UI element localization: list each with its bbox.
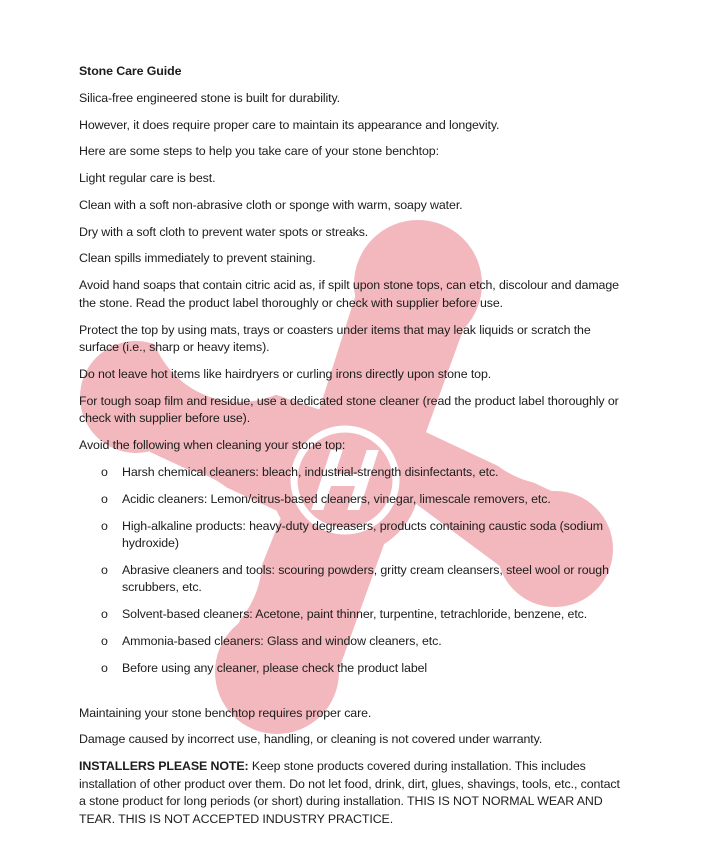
list-item-text: Abrasive cleaners and tools: scouring powders, gritty cream cleansers, steel wool or rough scrubbers, etc. xyxy=(122,562,609,595)
installer-note xyxy=(79,758,624,828)
avoid-list-heading: Avoid the following when cleaning your stone top: xyxy=(79,438,346,453)
paragraph: For tough soap film and residue, use a dedicated stone cleaner (read the product label thoroughly or check with supplier before use). xyxy=(79,393,619,426)
list-item xyxy=(79,562,624,597)
list-item-text: Harsh chemical cleaners: bleach, industrial-strength disinfectants, etc. xyxy=(122,464,499,479)
list-item-text: Ammonia-based cleaners: Glass and window cleaners, etc. xyxy=(122,634,442,649)
bullet-circle-icon: o xyxy=(101,634,108,649)
paragraph: Here are some steps to help you take care of your stone benchtop: xyxy=(79,144,439,159)
paragraph: However, it does require proper care to maintain its appearance and longevity. xyxy=(79,117,500,132)
bullet-circle-icon: o xyxy=(101,660,108,675)
bullet-circle-icon: o xyxy=(101,562,108,577)
installer-note-text: Keep stone products covered during installation. This includes installation of other product over them. Do not let food, drink, dirt, glues, shavings, tools, etc., contact a stone product for long periods (or short) during installation. THIS IS NOT NORMAL WEAR AND TEAR. THIS IS NOT ACCEPTED INDUSTRY PRACTICE. xyxy=(79,759,620,826)
paragraph: Clean spills immediately to prevent staining. xyxy=(79,251,316,266)
paragraph: Dry with a soft cloth to prevent water spots or streaks. xyxy=(79,224,369,239)
spacer xyxy=(79,687,624,705)
installer-note-label: INSTALLERS PLEASE NOTE: xyxy=(79,759,249,774)
bullet-circle-icon: o xyxy=(101,491,108,506)
paragraph: Light regular care is best. xyxy=(79,171,216,186)
avoid-list xyxy=(79,464,624,677)
bullet-circle-icon: o xyxy=(101,518,108,533)
list-item-text: High-alkaline products: heavy-duty degreasers, products containing caustic soda (sodium hydroxide) xyxy=(122,518,603,551)
paragraph: Silica-free engineered stone is built for durability. xyxy=(79,90,341,105)
list-item xyxy=(79,518,624,553)
list-item xyxy=(79,660,624,678)
document-title: Stone Care Guide xyxy=(79,64,182,78)
bullet-circle-icon: o xyxy=(101,464,108,479)
list-item xyxy=(79,491,624,509)
paragraph: Avoid hand soaps that contain citric acid as, if spilt upon stone tops, can etch, discolour and damage the stone. Read the product label thoroughly or check with supplier before use. xyxy=(79,278,619,310)
paragraph: Protect the top by using mats, trays or coasters under items that may leak liquids or scratch the surface (i.e., sharp or heavy items). xyxy=(79,322,591,355)
list-item-text: Before using any cleaner, please check the product label xyxy=(122,660,428,675)
bullet-circle-icon: o xyxy=(101,607,108,622)
list-item-text: Solvent-based cleaners: Acetone, paint thinner, turpentine, tetrachloride, benzene, etc. xyxy=(122,607,588,622)
paragraph: Maintaining your stone benchtop requires proper care. xyxy=(79,705,372,720)
list-item xyxy=(79,606,624,624)
list-item xyxy=(79,633,624,651)
list-item xyxy=(79,464,624,482)
paragraph: Do not leave hot items like hairdryers or curling irons directly upon stone top. xyxy=(79,367,492,381)
list-item-text: Acidic cleaners: Lemon/citrus-based cleaners, vinegar, limescale removers, etc. xyxy=(122,491,551,506)
warranty-paragraph: Damage caused by incorrect use, handling, or cleaning is not covered under warranty. xyxy=(79,732,543,747)
document-body xyxy=(79,63,624,838)
paragraph: Clean with a soft non-abrasive cloth or sponge with warm, soapy water. xyxy=(79,197,463,212)
